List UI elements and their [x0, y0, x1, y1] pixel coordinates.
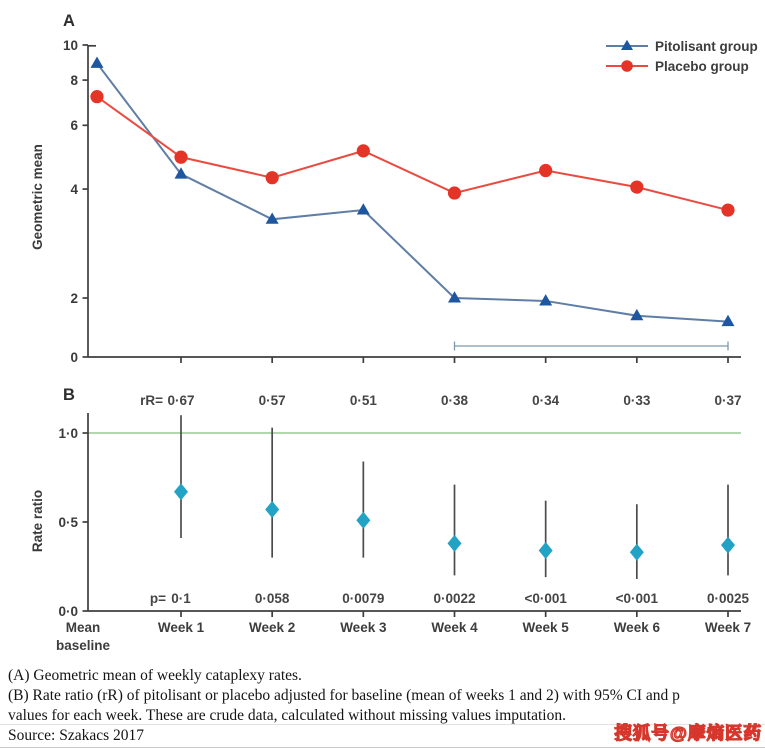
panel-a-y-tick-label: 0 — [70, 349, 78, 365]
rr-value-label: 0·37 — [714, 393, 742, 408]
panel-a-label: A — [63, 12, 75, 30]
legend-label: Pitolisant group — [655, 38, 758, 54]
rate-ratio-diamond-marker — [721, 537, 735, 554]
placebo-circle-marker — [266, 171, 279, 184]
panel-a-y-tick-label: 4 — [70, 181, 78, 197]
rr-value-label: 0·38 — [440, 393, 469, 408]
rate-ratio-diamond-marker — [630, 544, 644, 561]
placebo-circle-marker — [630, 181, 643, 194]
x-axis-baseline-label-line2: baseline — [55, 638, 111, 653]
caption-line-a: (A) Geometric mean of weekly cataplexy rates. — [8, 667, 302, 684]
x-axis-week-label: Week 3 — [340, 620, 387, 635]
p-value-label: 0·0022 — [433, 591, 476, 606]
panel-a-y-tick-label: 2 — [70, 290, 78, 306]
caption-source: Source: Szakacs 2017 — [8, 727, 145, 744]
rate-ratio-diamond-marker — [356, 512, 370, 529]
sohu-watermark: 搜狐号@摩熵医药 — [614, 723, 762, 743]
panel-b-y-tick-label: 1·0 — [58, 425, 78, 441]
rate-ratio-diamond-marker — [265, 501, 279, 518]
caption-line-b2: values for each week. These are crude data, calculated without missing values imputation. — [8, 707, 566, 724]
page-bottom-divider-line — [0, 747, 765, 748]
placebo-circle-marker — [90, 90, 103, 103]
p-prefix-label: p= — [149, 591, 166, 606]
placebo-circle-marker — [357, 144, 370, 157]
panel-a-y-tick-label: 6 — [70, 118, 78, 134]
rr-value-label: 0·57 — [258, 393, 286, 408]
x-axis-week-label: Week 5 — [522, 620, 569, 635]
panel-a-y-tick-label: 10 — [62, 37, 78, 53]
panel-a-y-tick-label: 8 — [70, 72, 78, 88]
panel-b-y-axis-title: Rate ratio — [30, 489, 45, 553]
placebo-circle-marker — [448, 186, 461, 199]
caption-line-b1: (B) Rate ratio (rR) of pitolisant or placebo adjusted for baseline (mean of weeks 1 and 2) with 95% CI and p — [8, 687, 680, 704]
p-value-label: <0·001 — [615, 591, 659, 606]
rate-ratio-diamond-marker — [448, 535, 462, 552]
pitolisant-triangle-marker — [357, 203, 370, 214]
legend-triangle-icon — [621, 40, 633, 50]
pitolisant-triangle-marker — [539, 294, 552, 305]
x-axis-baseline-label-line1: Mean — [65, 620, 101, 635]
p-value-label: 0·0079 — [342, 591, 385, 606]
rr-prefix-label: rR= — [140, 393, 163, 408]
pitolisant-triangle-marker — [91, 57, 104, 68]
placebo-line — [97, 97, 728, 210]
legend-circle-icon — [621, 60, 633, 72]
p-value-label: 0·0025 — [706, 591, 750, 606]
p-value-label: <0·001 — [524, 591, 567, 606]
panel-b-y-tick-label: 0·5 — [58, 514, 78, 530]
panel-a-y-axis-title: Geometric mean — [30, 144, 45, 250]
x-axis-week-label: Week 6 — [613, 620, 660, 635]
placebo-circle-marker — [174, 151, 187, 164]
rate-ratio-diamond-marker — [539, 542, 553, 559]
rr-value-label: 0·34 — [532, 393, 560, 408]
x-axis-week-label: Week 7 — [704, 620, 752, 635]
panel-b-y-tick-label: 0·0 — [58, 603, 78, 619]
p-value-label: 0·058 — [254, 591, 290, 606]
p-value-label: 0·1 — [171, 591, 191, 606]
placebo-circle-marker — [721, 203, 734, 216]
x-axis-week-label: Week 1 — [157, 620, 205, 635]
panel-b-label: B — [63, 386, 75, 404]
x-axis-week-label: Week 2 — [249, 620, 296, 635]
rr-value-label: 0·33 — [623, 393, 651, 408]
placebo-circle-marker — [539, 164, 552, 177]
x-axis-week-label: Week 4 — [431, 620, 478, 635]
legend-label: Placebo group — [655, 58, 749, 74]
rr-value-label: 0·51 — [349, 393, 377, 408]
rr-value-label: 0·67 — [167, 393, 195, 408]
rate-ratio-diamond-marker — [174, 483, 188, 500]
